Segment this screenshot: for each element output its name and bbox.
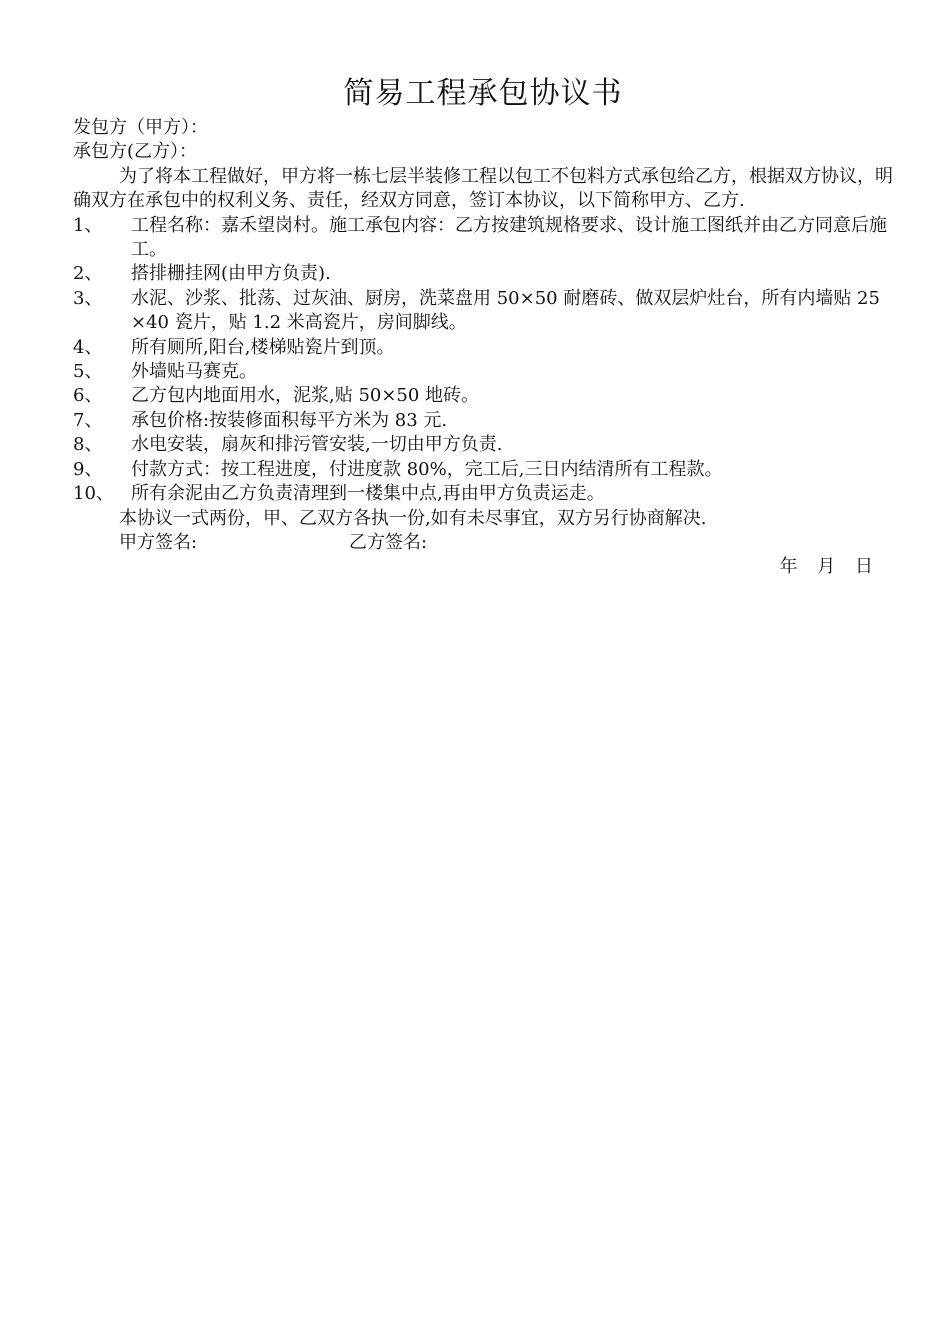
party-b-signature-label: 乙方签名: — [349, 531, 428, 553]
clause-item — [73, 262, 893, 286]
clause-text: 付款方式：按工程进度，付进度款 80%，完工后,三日内结清所有工程款。 — [131, 458, 723, 480]
clause-number: 4、 — [73, 336, 103, 358]
date-day-label: 日 — [855, 556, 873, 578]
clause-number: 3、 — [73, 287, 103, 309]
clause-text: 水电安装，扇灰和排污管安装,一切由甲方负责. — [131, 434, 503, 456]
agreement-document — [73, 72, 893, 580]
clause-number: 9、 — [73, 458, 103, 480]
clause-item — [73, 287, 893, 336]
clause-text: 外墙贴马赛克。 — [131, 361, 257, 383]
clause-item — [73, 482, 893, 506]
clause-text: 乙方包内地面用水，泥浆,贴 50×50 地砖。 — [131, 385, 480, 407]
clause-item — [73, 384, 893, 408]
clause-item — [73, 214, 893, 263]
party-a-signature-label: 甲方签名: — [119, 531, 198, 553]
party-b-label: 承包方(乙方）： — [73, 141, 198, 163]
clause-item — [73, 360, 893, 384]
clause-text: 水泥、沙浆、批荡、过灰油、厨房，洗菜盘用 50×50 耐磨砖、做双层炉灶台，所有内墙贴 25×40 瓷片，贴 1.2 米高瓷片，房间脚线。 — [131, 287, 880, 334]
clause-item — [73, 458, 893, 482]
closing-statement: 本协议一式两份，甲、乙双方各执一份,如有未尽事宜，双方另行协商解决. — [119, 507, 707, 529]
clause-number: 8、 — [73, 434, 103, 456]
clause-text: 工程名称：嘉禾望岗村。施工承包内容：乙方按建筑规格要求、设计施工图纸并由乙方同意后施工。 — [131, 214, 887, 261]
clause-number: 10、 — [73, 483, 114, 505]
clause-number: 6、 — [73, 385, 103, 407]
clause-list — [73, 214, 893, 507]
clause-number: 7、 — [73, 409, 103, 431]
clause-text: 所有厕所,阳台,楼梯贴瓷片到顶。 — [131, 336, 395, 358]
signature-row — [73, 531, 893, 555]
date-line — [73, 555, 893, 579]
clause-text: 搭排栅挂网(由甲方负责). — [131, 263, 331, 285]
document-title: 简易工程承包协议书 — [343, 76, 623, 111]
clause-number: 1、 — [73, 214, 103, 236]
clause-item — [73, 409, 893, 433]
clause-item — [73, 433, 893, 457]
party-a-label: 发包方（甲方）： — [73, 117, 208, 138]
intro-paragraph: 为了将本工程做好，甲方将一栋七层半装修工程以包工不包料方式承包给乙方，根据双方协议，明确双方在承包中的权利义务、责任，经双方同意，签订本协议，以下简称甲方、乙方. — [73, 165, 893, 212]
date-year-label: 年 — [779, 556, 798, 578]
date-month-label: 月 — [817, 556, 836, 578]
clause-text: 承包价格:按装修面积每平方米为 83 元. — [131, 409, 448, 431]
clause-number: 5、 — [73, 361, 103, 383]
clause-item — [73, 336, 893, 360]
clause-number: 2、 — [73, 263, 103, 285]
clause-text: 所有余泥由乙方负责清理到一楼集中点,再由甲方负责运走。 — [131, 483, 605, 505]
